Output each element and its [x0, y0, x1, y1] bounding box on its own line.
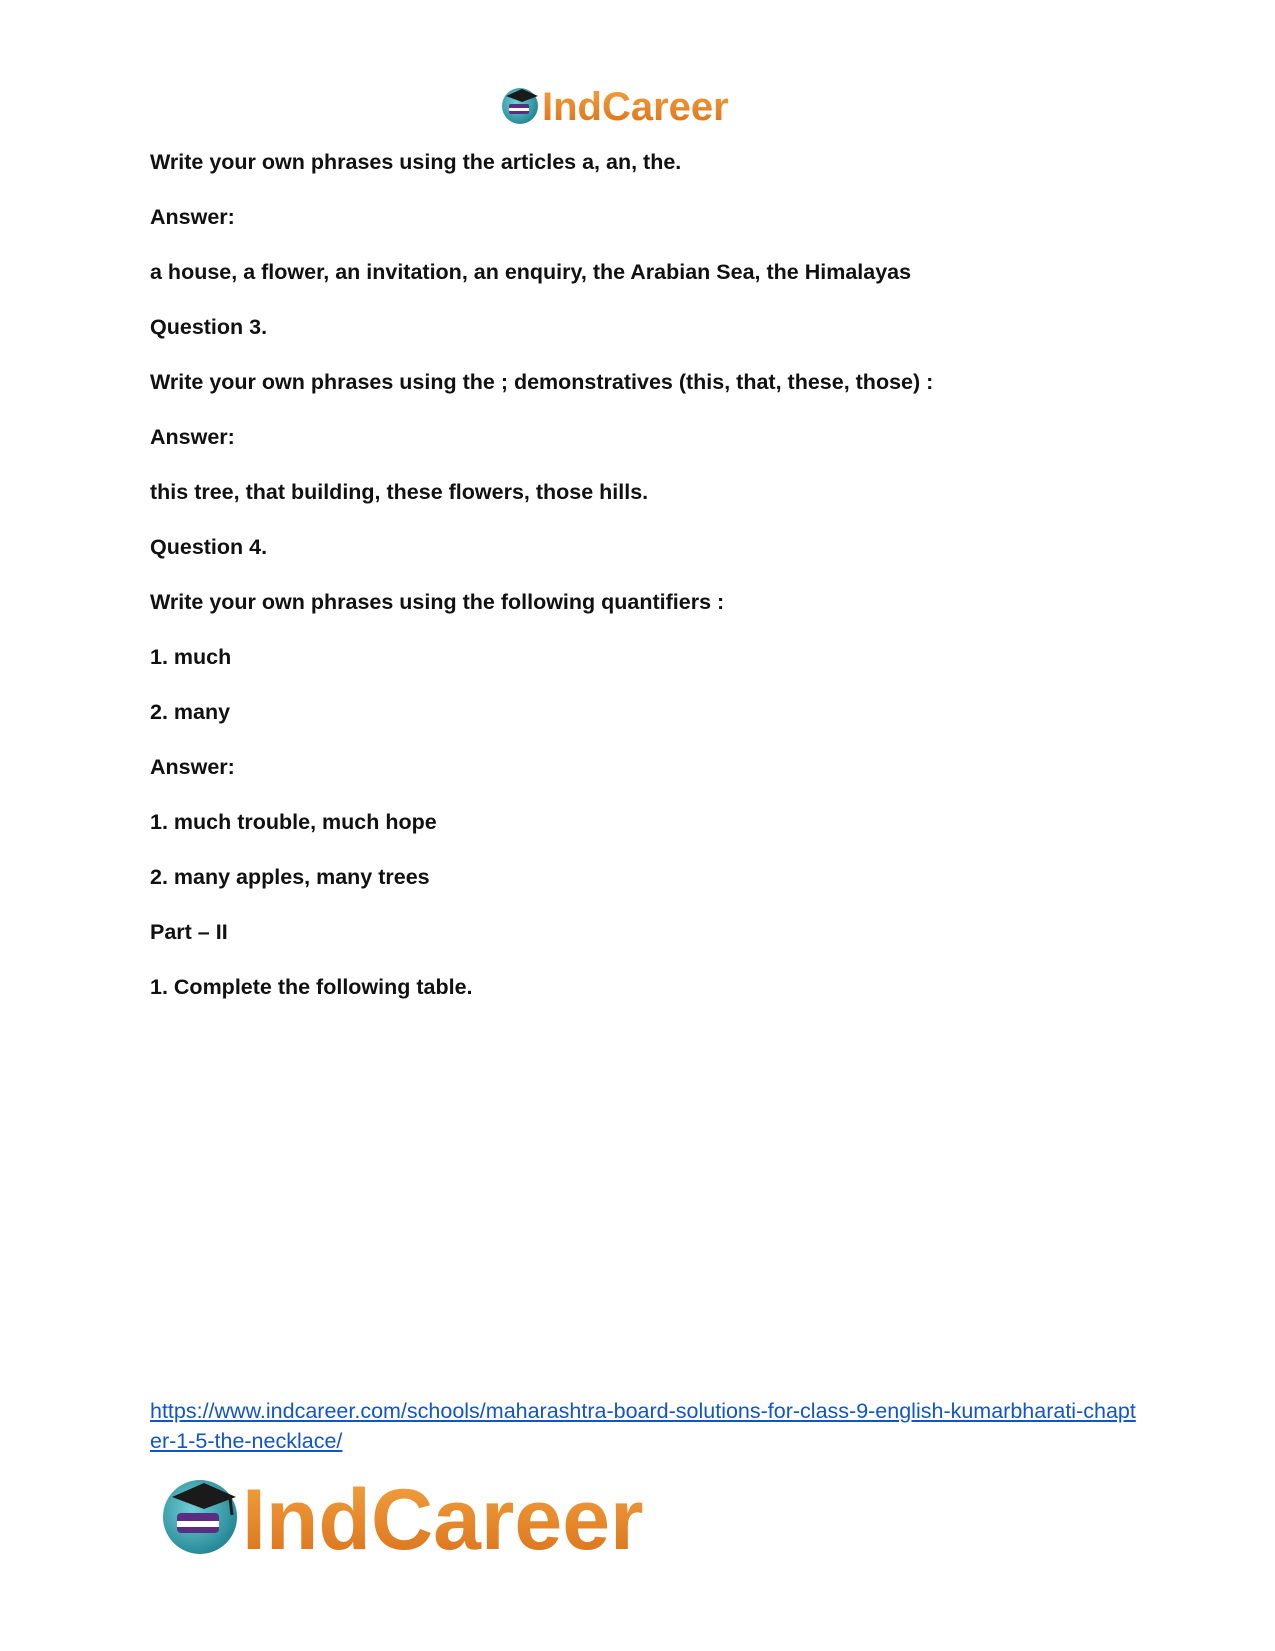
- graduation-globe-icon: [163, 1480, 237, 1554]
- header-logo: [500, 80, 770, 128]
- demonstratives-answer: this tree, that building, these flowers, those hills.: [150, 480, 649, 504]
- demonstratives-question: Write your own phrases using the ; demonstratives (this, that, these, those) :: [150, 370, 934, 394]
- answer-label: Answer:: [150, 755, 235, 779]
- quantifier-item-many: 2. many: [150, 700, 231, 724]
- articles-answer: a house, a flower, an invitation, an enquiry, the Arabian Sea, the Himalayas: [150, 260, 912, 284]
- quantifier-answer-much: 1. much trouble, much hope: [150, 810, 437, 834]
- header-logo-graphic: [500, 80, 770, 128]
- quantifier-item-much: 1. much: [150, 645, 232, 669]
- part-2-heading: Part – II: [150, 920, 228, 944]
- footer-logo: [160, 1465, 700, 1560]
- articles-question: Write your own phrases using the articles a, an, the.: [150, 150, 682, 174]
- footer-logo-text: IndCareer: [242, 1472, 644, 1560]
- footer-logo-graphic: [160, 1465, 700, 1560]
- quantifier-answer-many: 2. many apples, many trees: [150, 865, 430, 889]
- quantifiers-question: Write your own phrases using the following quantifiers :: [150, 590, 725, 614]
- graduation-globe-icon: [502, 88, 538, 124]
- document-body: [150, 150, 1150, 1030]
- question-4-heading: Question 4.: [150, 535, 268, 559]
- source-url-link[interactable]: https://www.indcareer.com/schools/maharashtra-board-solutions-for-class-9-english-kumarbharati-chapter-1-5-the-necklace/: [150, 1399, 1136, 1453]
- question-3-heading: Question 3.: [150, 315, 268, 339]
- complete-table-instruction: 1. Complete the following table.: [150, 975, 473, 999]
- answer-label: Answer:: [150, 205, 235, 229]
- header-logo-text: IndCareer: [542, 85, 729, 128]
- answer-label: Answer:: [150, 425, 235, 449]
